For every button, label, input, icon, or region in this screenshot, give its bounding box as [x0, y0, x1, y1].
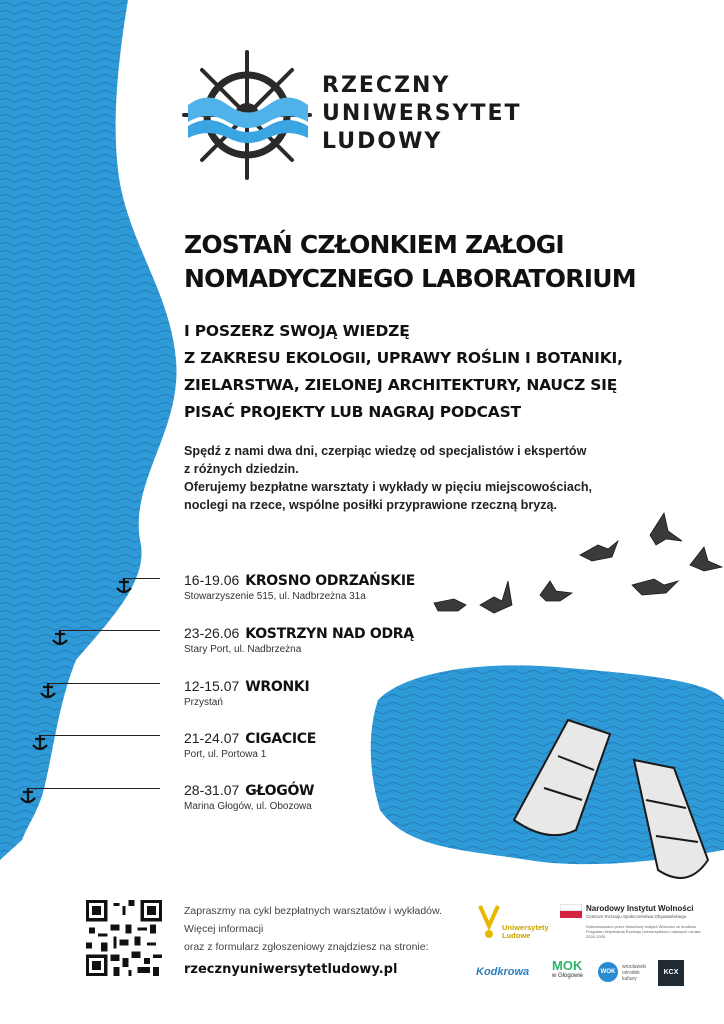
- entry-dates: 23-26.06: [184, 625, 240, 641]
- uniwersytety-ludowe-logo: [478, 902, 558, 948]
- intro-paragraph: [184, 442, 654, 514]
- headline-line-2: NOMADYCZNEGO LABORATORIUM: [184, 264, 636, 293]
- anchor-icon: [38, 681, 58, 701]
- entry-dates: 21-24.07: [184, 730, 240, 746]
- subheading: [184, 318, 704, 426]
- schedule-entry: [184, 729, 484, 762]
- footer-line-3: oraz z formularz zgłoszeniowy znajdziesz na stronie:: [184, 941, 429, 953]
- kodkrowa-logo: [476, 962, 546, 986]
- niw-subtitle: Centrum Rozwoju Społeczeństwa Obywatelskiego: [586, 914, 687, 919]
- anchor-icon: [50, 628, 70, 648]
- niw-name: Narodowy Instytut Wolności: [586, 904, 694, 913]
- anchor-icon: [18, 786, 38, 806]
- logo-line-2: UNIWERSYTET: [322, 101, 522, 126]
- headline-line-1: ZOSTAŃ CZŁONKIEM ZAŁOGI: [184, 230, 564, 259]
- entry-address: Stary Port, ul. Nadbrzeżna: [184, 644, 302, 655]
- entry-place: KROSNO ODRZAŃSKIE: [245, 573, 415, 589]
- subheading-line-3: ZIELARSTWA, ZIELONEJ ARCHITEKTURY, NAUCZ SIĘ: [184, 376, 618, 394]
- schedule-line-4: [40, 735, 160, 736]
- logo-line-3: LUDOWY: [322, 129, 443, 154]
- uniwersytety-ludowe-icon: [478, 902, 500, 942]
- anchor-icon: [30, 733, 50, 753]
- mok-logo: [552, 958, 592, 990]
- wok-badge: WOK: [598, 962, 618, 982]
- intro-line-2: z różnych dziedzin.: [184, 462, 299, 476]
- mok-subtitle: w Głogowie: [552, 973, 584, 979]
- flying-ducks-illustration: [420, 505, 724, 630]
- entry-place: WRONKI: [245, 679, 310, 695]
- schedule-line-5: [28, 788, 160, 789]
- niw-flag-icon: [560, 904, 582, 918]
- kodkrowa-text: Kodkrowa: [476, 966, 530, 978]
- entry-place: CIGACICE: [245, 731, 317, 747]
- entry-dates: 12-15.07: [184, 678, 240, 694]
- niw-logo: [560, 902, 710, 942]
- logo: [182, 50, 522, 180]
- intro-line-3: Oferujemy bezpłatne warsztaty i wykłady w pięciu miejscowościach,: [184, 480, 593, 494]
- entry-address: Marina Głogów, ul. Obozowa: [184, 801, 312, 812]
- entry-place: GŁOGÓW: [245, 783, 315, 799]
- logo-line-1: RZECZNY: [322, 73, 451, 98]
- entry-address: Stowarzyszenie 515, ul. Nadbrzeżna 31a: [184, 591, 366, 602]
- intro-line-1: Spędź z nami dwa dni, czerpiąc wiedzę od specjalistów i ekspertów: [184, 444, 587, 458]
- uni-label-2: Ludowe: [502, 931, 531, 940]
- logo-wordmark: [322, 72, 522, 156]
- headline: [184, 228, 704, 296]
- niw-note: Dofinansowano przez Narodowy Instytut Wolności ze środków Programu Wspierania Rozwoju Uniwersytetów Ludowych na lata 2020-2030: [586, 924, 701, 939]
- entry-place: KOSTRZYN NAD ODRĄ: [245, 626, 414, 642]
- kcx-text: KCX: [663, 969, 679, 976]
- entry-address: Przystań: [184, 697, 223, 708]
- footer-info: [184, 902, 484, 956]
- schedule-entry: [184, 624, 484, 657]
- website-link[interactable]: rzecznyuniwersytetludowy.pl: [184, 962, 398, 977]
- subheading-line-1: I POSZERZ SWOJĄ WIEDZĘ: [184, 322, 410, 340]
- wok-text: wrocławski ośrodek kultury: [622, 964, 647, 982]
- schedule-entry: [184, 571, 484, 604]
- uni-label-1: Uniwersytety: [502, 923, 549, 932]
- schedule-line-3: [48, 683, 160, 684]
- schedule-entry: [184, 781, 484, 814]
- qr-code[interactable]: [86, 900, 162, 976]
- anchor-icon: [114, 576, 134, 596]
- footer-line-1: Zapraszmy na cykl bezpłatnych warsztatów i wykładów.: [184, 905, 442, 917]
- schedule-entry: [184, 677, 484, 710]
- subheading-line-4: PISAĆ PROJEKTY LUB NAGRAJ PODCAST: [184, 403, 521, 421]
- entry-address: Port, ul. Portowa 1: [184, 749, 267, 760]
- intro-line-4: noclegi na rzece, wspólne posiłki przyprawione rzeczną bryzą.: [184, 498, 558, 512]
- schedule-line-2: [60, 630, 160, 631]
- subheading-line-2: Z ZAKRESU EKOLOGII, UPRAWY ROŚLIN I BOTANIKI,: [184, 349, 623, 367]
- footer-line-2: Więcej informacji: [184, 923, 264, 935]
- kcx-logo: [658, 960, 684, 986]
- entry-dates: 28-31.07: [184, 782, 240, 798]
- ship-wheel-icon: [182, 50, 312, 180]
- mok-text: MOK: [552, 958, 583, 973]
- entry-dates: 16-19.06: [184, 572, 240, 588]
